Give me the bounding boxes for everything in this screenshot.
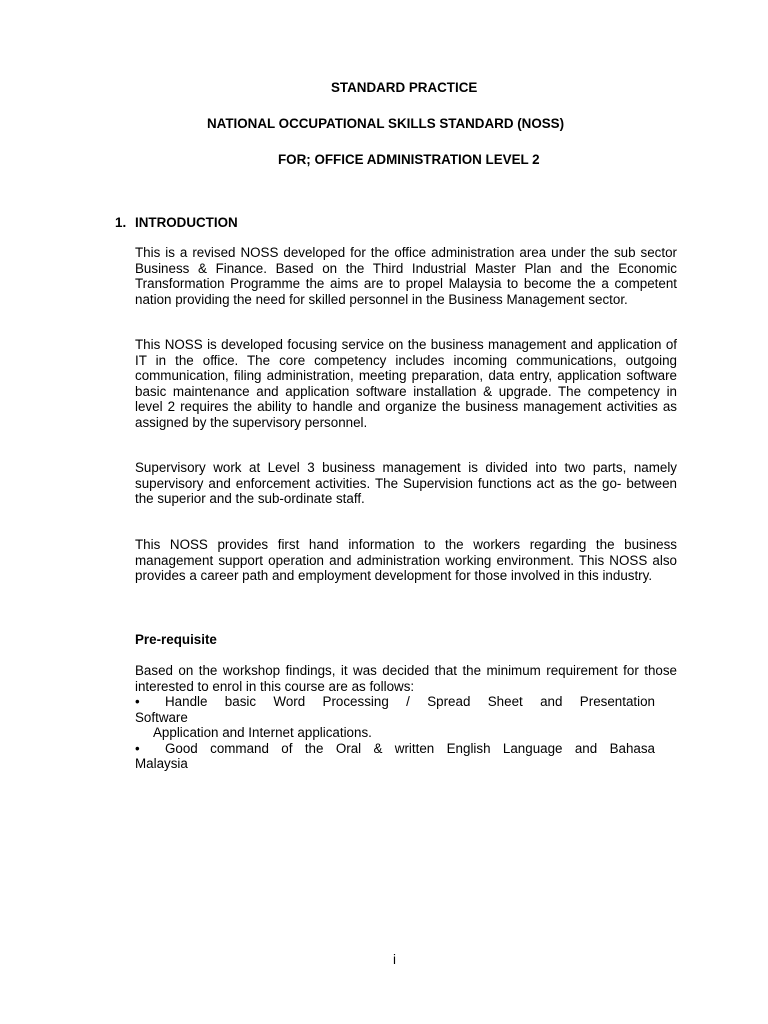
intro-paragraph-4: This NOSS provides first hand information to the workers regarding the business management support operation and administration working environment. This NOSS also provides a career path and employment development for those involved in this industry. — [135, 537, 677, 584]
prerequisite-list — [135, 694, 655, 772]
bullet-icon: • — [135, 694, 140, 709]
page-number: i — [393, 952, 396, 967]
bullet-icon: • — [135, 740, 140, 756]
list-item-text: Good command of the Oral & written English Language and Bahasa — [165, 740, 655, 756]
intro-paragraph-1: This is a revised NOSS developed for the office administration area under the sub sector Business & Finance. Based on the Third Industrial Master Plan and the Economic Transformation Programme the aims are to propel Malaysia to become the a competent nation providing the need for skilled personnel in the Business Management sector. — [135, 245, 677, 307]
list-item-continuation: Application and Internet applications. — [153, 725, 372, 741]
section-heading — [115, 215, 238, 231]
section-title: INTRODUCTION — [135, 215, 238, 230]
document-title: STANDARD PRACTICE — [331, 80, 478, 95]
intro-paragraph-3: Supervisory work at Level 3 business management is divided into two parts, namely supervisory and enforcement activities. The Supervision functions act as the go- between the superior and the sub-ordinate staff. — [135, 460, 677, 507]
list-item — [135, 694, 655, 710]
prerequisite-intro: Based on the workshop findings, it was decided that the minimum requirement for those interested to enrol in this course are as follows: — [135, 663, 677, 694]
document-level-line: FOR; OFFICE ADMINISTRATION LEVEL 2 — [278, 152, 540, 167]
list-item — [135, 741, 655, 757]
list-item-text: Handle basic Word Processing / Spread Sheet and Presentation — [165, 694, 655, 709]
prerequisite-heading: Pre-requisite — [135, 632, 217, 647]
document-subtitle: NATIONAL OCCUPATIONAL SKILLS STANDARD (NOSS) — [207, 116, 565, 131]
section-number: 1. — [115, 215, 127, 230]
intro-paragraph-2: This NOSS is developed focusing service on the business management and application of IT in the office. The core competency includes incoming communications, outgoing communication, filing administration, meeting preparation, data entry, application software basic maintenance and application software installation & upgrade. The competency in level 2 requires the ability to handle and organize the business management activities as assigned by the supervisory personnel. — [135, 337, 677, 430]
list-item-continuation: Software — [135, 709, 188, 725]
list-item-continuation: Malaysia — [135, 756, 188, 772]
